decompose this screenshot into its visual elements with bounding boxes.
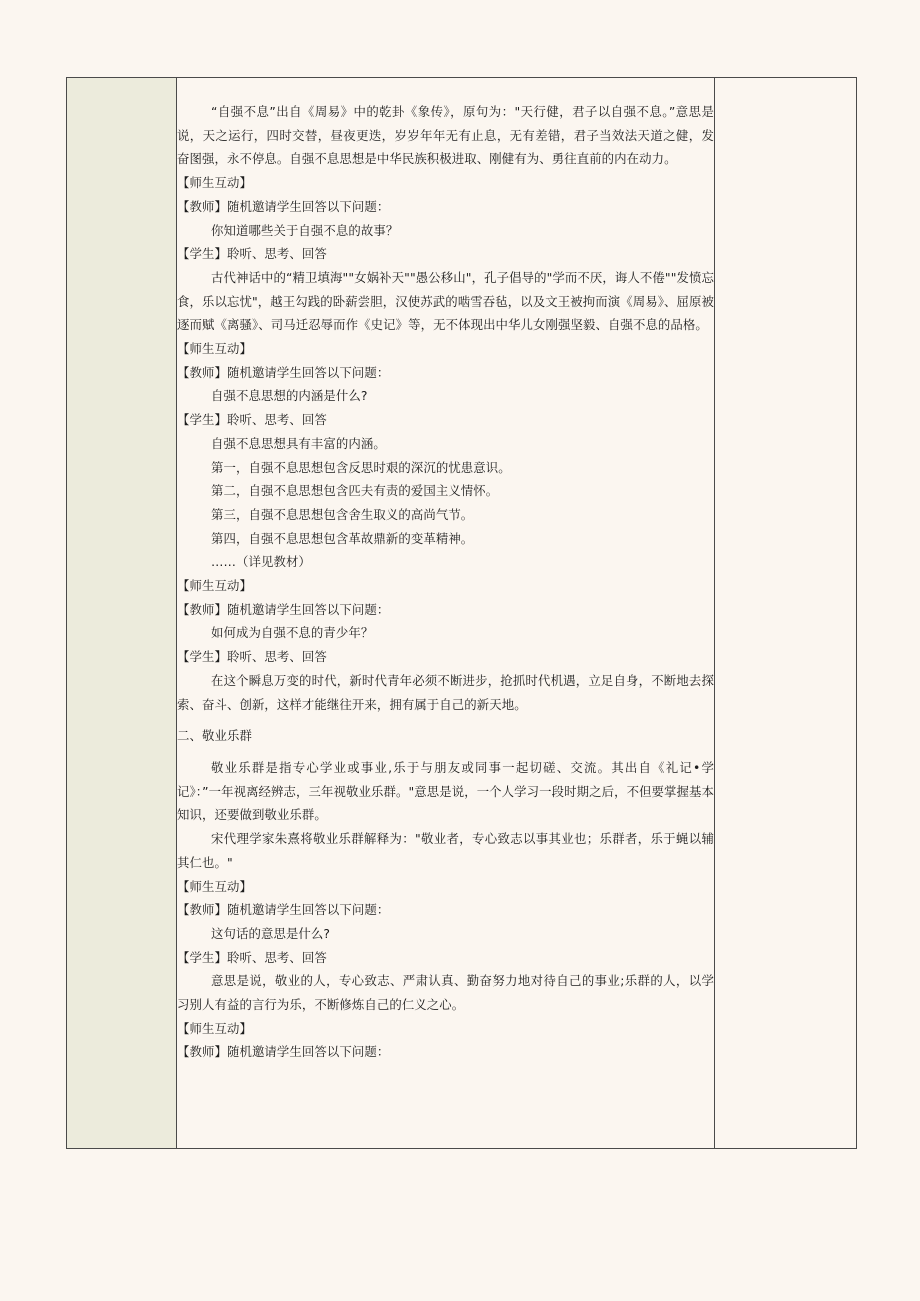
question-text: 你知道哪些关于自强不息的故事？ [211,222,399,238]
cue-student: 【学生】聆听、思考、回答 [177,649,327,665]
lesson-table [66,77,857,1149]
answer-text: 自强不息思想具有丰富的内涵。 [211,435,386,451]
cue-teacher: 【教师】随机邀请学生回答以下问题： [177,198,390,214]
cue-interaction: 【师生互动】 [177,175,252,191]
cue-student: 【学生】聆听、思考、回答 [177,949,327,965]
question-text: 自强不息思想的内涵是什么? [211,388,368,404]
cue-teacher: 【教师】随机邀请学生回答以下问题： [177,902,390,918]
paragraph-origin: “自强不息”出自《周易》中的乾卦《象传》，原句为："天行健，君子以自强不息。”意思是说，天之运行，四时交替，昼夜更迭，岁岁年年无有止息，无有差错，君子当效法天道之健，发奋图强，永不停息。自强不息思想是中华民族积极进取、刚健有为、勇往直前的内在动力。 [177,104,714,167]
point-second: 第二，自强不息思想包含匹夫有责的爱国主义情怀。 [211,483,499,499]
answer-text: 意思是说，敬业的人，专心致志、严肃认真、勤奋努力地对待自己的事业;乐群的人，以学习别人有益的言行为乐，不断修炼自己的仁义之心。 [177,973,714,1013]
section-heading: 二、敬业乐群 [177,728,252,744]
paragraph-zhuxi: 宋代理学家朱熹将敬业乐群解释为："敬业者，专心致志以事其业也；乐群者，乐于蝇以辅其仁也。" [177,831,714,870]
cue-interaction: 【师生互动】 [177,578,252,594]
answer-text: 在这个瞬息万变的时代，新时代青年必须不断进步，抢抓时代机遇，立足自身，不断地去探索、奋斗、创新，这样才能继往开来，拥有属于自己的新天地。 [177,672,714,712]
see-textbook-note: ……（详见教材） [211,554,311,570]
paragraph-stories: 古代神话中的“精卫填海""女娲补天""愚公移山"，孔子倡导的"学而不厌，诲人不倦""发愤忘食，乐以忘忧"，越王勾践的卧薪尝胆，汉使苏武的啮雪吞毡，以及文王被拘而演《周易》、屈原被逐而赋《离骚》、司马迁忍辱而作《史记》等，无不体现出中华儿女刚强坚毅、自强不息的品格。 [177,269,714,333]
point-third: 第三，自强不息思想包含舍生取义的高尚气节。 [211,506,474,522]
cue-teacher: 【教师】随机邀请学生回答以下问题： [177,601,390,617]
cue-student: 【学生】聆听、思考、回答 [177,246,327,262]
lesson-content [177,100,714,1064]
point-fourth: 第四，自强不息思想包含革故鼎新的变革精神。 [211,530,474,546]
cue-interaction: 【师生互动】 [177,878,252,894]
question-text: 如何成为自强不息的青少年？ [211,625,374,641]
cue-student: 【学生】聆听、思考、回答 [177,412,327,428]
cue-teacher: 【教师】随机邀请学生回答以下问题： [177,364,390,380]
cue-interaction: 【师生互动】 [177,1020,252,1036]
cue-teacher: 【教师】随机邀请学生回答以下问题： [177,1044,390,1060]
right-column-cell [715,78,856,1148]
cue-interaction: 【师生互动】 [177,341,252,357]
paragraph-definition: 敬业乐群是指专心学业或事业,乐于与朋友或同事一起切磋、交流。其出自《礼记•学记》：”一年视离经辨志，三年视敬业乐群。"意思是说，一个人学习一段时期之后，不但要掌握基本知识，还要做到敬业乐群。 [177,759,715,823]
point-first: 第一，自强不息思想包含反思时艰的深沉的忧患意识。 [211,459,511,475]
question-text: 这句话的意思是什么? [211,925,331,941]
main-content-cell [177,78,715,1148]
left-column-cell [67,78,177,1148]
